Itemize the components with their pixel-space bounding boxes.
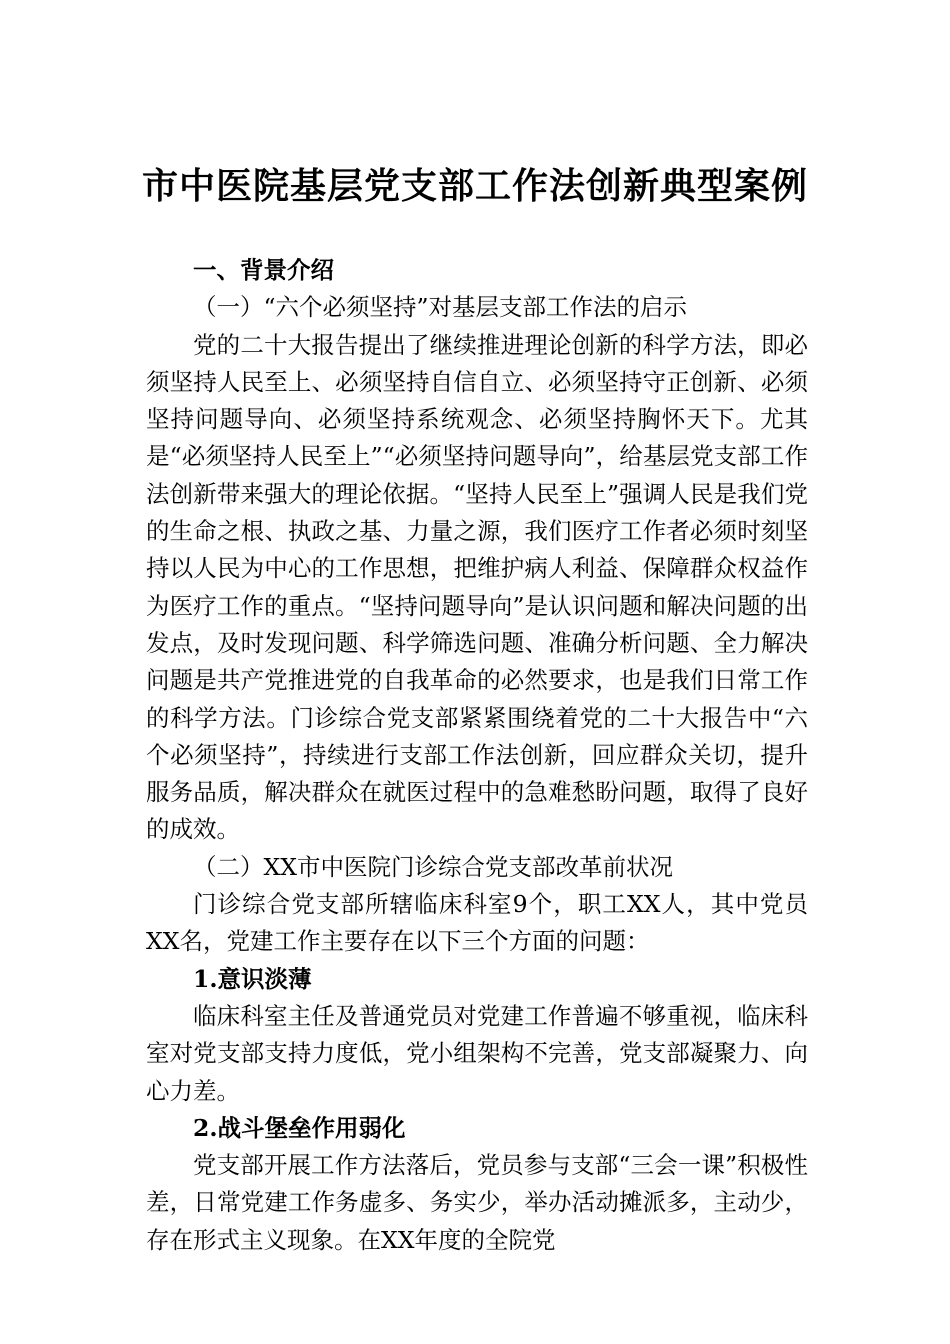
paragraph-fortress: 党支部开展工作方法落后，党员参与支部“三会一课”积极性差，日常党建工作务虚多、务实少，举办活动摊派多，主动少，存在形式主义现象。在XX年度的全院党 — [146, 1151, 808, 1254]
paragraph-awareness: 临床科室主任及普通党员对党建工作普遍不够重视，临床科室对党支部支持力度低，党小组架构不完善，党支部凝聚力、向心力差。 — [146, 1001, 808, 1105]
document-title: 市中医院基层党支部工作法创新典型案例 — [141, 165, 808, 207]
subsection-heading-inspiration: （一）“六个必须坚持”对基层支部工作法的启示 — [193, 293, 688, 322]
point-heading-awareness: 1.意识淡薄 — [193, 964, 312, 993]
subsection-heading-pre-reform: （二）XX市中医院门诊综合党支部改革前状况 — [193, 852, 673, 881]
point-heading-fortress: 2.战斗堡垒作用弱化 — [193, 1113, 406, 1142]
paragraph-theory: 党的二十大报告提出了继续推进理论创新的科学方法，即必须坚持人民至上、必须坚持自信自立、必须坚持守正创新、必须坚持问题导向、必须坚持系统观念、必须坚持胸怀天下。尤其是“必须坚持人民至上”“必须坚持问题导向”，给基层党支部工作法创新带来强大的理论依据。“坚持人民至上”强调人民是我们党的生命之根、执政之基、力量之源，我们医疗工作者必须时刻坚持以人民为中心的工作思想，把维护病人利益、保障群众权益作为医疗工作的重点。“坚持问题导向”是认识问题和解决问题的出发点，及时发现问题、科学筛选问题、准确分析问题、全力解决问题是共产党推进党的自我革命的必然要求，也是我们日常工作的科学方法。门诊综合党支部紧紧围绕着党的二十大报告中“六个必须坚持”，持续进行支部工作法创新，回应群众关切，提升服务品质，解决群众在就医过程中的急难愁盼问题，取得了良好的成效。 — [146, 330, 808, 844]
paragraph-branch-overview: 门诊综合党支部所辖临床科室9个，职工XX人，其中党员XX名，党建工作主要存在以下三个方面的问题： — [146, 890, 808, 956]
section-heading-background: 一、背景介绍 — [193, 256, 334, 284]
document-body — [146, 252, 808, 1259]
